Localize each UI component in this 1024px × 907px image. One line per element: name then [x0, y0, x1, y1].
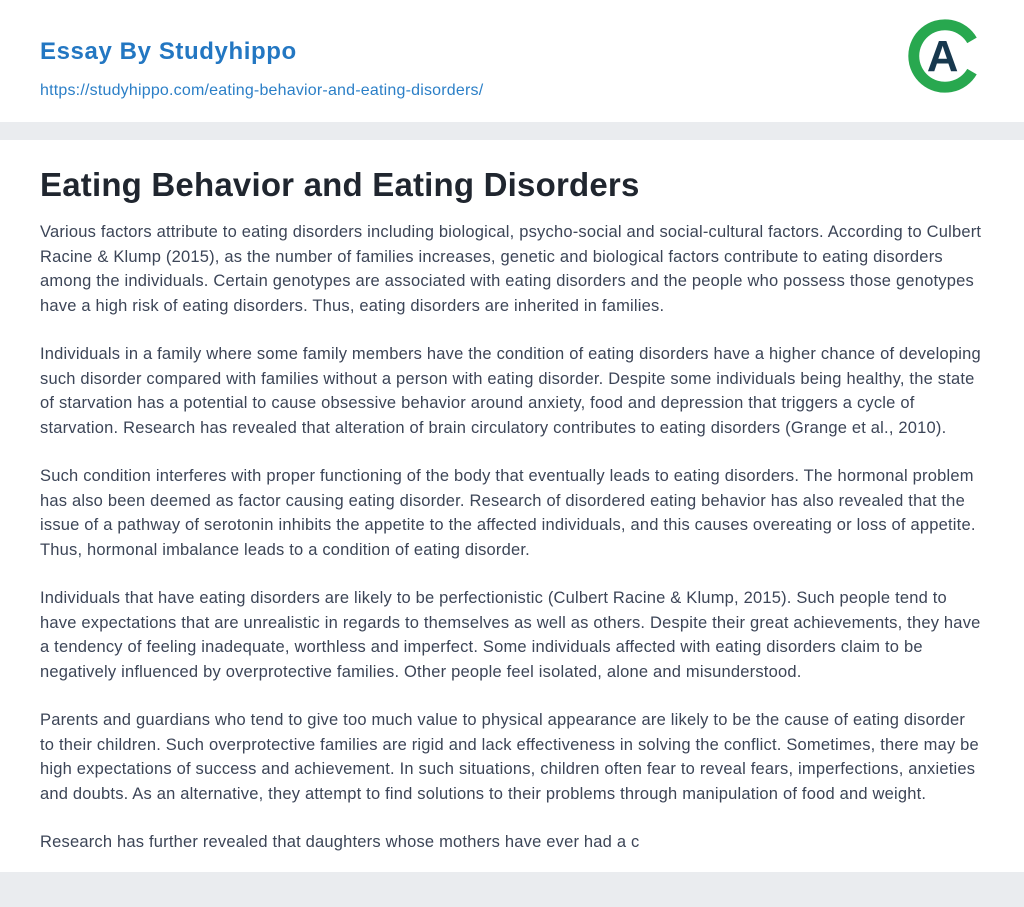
article-paragraph: Individuals in a family where some family members have the condition of eating disorders have a higher chance of developing such disorder compared with families without a person with eating disorder. Despite some individuals being healthy, the state of starvation has a potential to cause obsessive behavior around anxiety, food and depression that triggers a cycle of starvation. Research has revealed that alteration of brain circulatory contributes to eating disorders (Grange et al., 2010). — [40, 345, 981, 437]
article-paragraph: Parents and guardians who tend to give too much value to physical appearance are likely to be the cause of eating disorder to their children. Such overprotective families are rigid and lack effectiveness in solving the conflict. Sometimes, there may be high expectations of success and achievement. In such situations, children often fear to reveal fears, imperfections, anxieties and doubts. As an alternative, they attempt to find solutions to their problems through manipulation of food and weight. — [40, 711, 979, 803]
svg-text:A: A — [926, 31, 959, 81]
article-content — [0, 140, 1024, 872]
article-paragraph: Individuals that have eating disorders are likely to be perfectionistic (Culbert Racine & Klump, 2015). Such people tend to have expectations that are unrealistic in regards to themselves as well as others. Despite their great achievements, they have a tendency of feeling inadequate, worthless and imperfect. Some individuals affected with eating disorders claim to be negatively influenced by overprotective families. Other people feel isolated, alone and misunderstood. — [40, 589, 981, 681]
article-title: Eating Behavior and Eating Disorders — [40, 166, 640, 203]
divider-band — [0, 122, 1024, 140]
article-paragraph: Various factors attribute to eating disorders including biological, psycho-social and social-cultural factors. According to Culbert Racine & Klump (2015), as the number of families increases, genetic and biological factors contribute to eating disorders among the individuals. Certain genotypes are associated with eating disorders and the people who possess those genotypes have a high risk of eating disorders. Thus, eating disorders are inherited in families. — [40, 223, 982, 315]
site-title: Essay By Studyhippo — [40, 38, 297, 65]
article-paragraph-truncated: Research has further revealed that daughters whose mothers have ever had a c — [40, 833, 640, 851]
article-paragraph: Such condition interferes with proper functioning of the body that eventually leads to eating disorders. The hormonal problem has also been deemed as factor causing eating disorder. Research of disordered eating behavior has also revealed that the issue of a pathway of serotonin inhibits the appetite to the affected individuals, and this causes overeating or loss of appetite. Thus, hormonal imbalance leads to a condition of eating disorder. — [40, 467, 976, 559]
studyhippo-logo-icon — [906, 17, 984, 95]
site-header — [0, 0, 1024, 122]
source-url-link[interactable]: https://studyhippo.com/eating-behavior-and-eating-disorders/ — [40, 82, 484, 99]
